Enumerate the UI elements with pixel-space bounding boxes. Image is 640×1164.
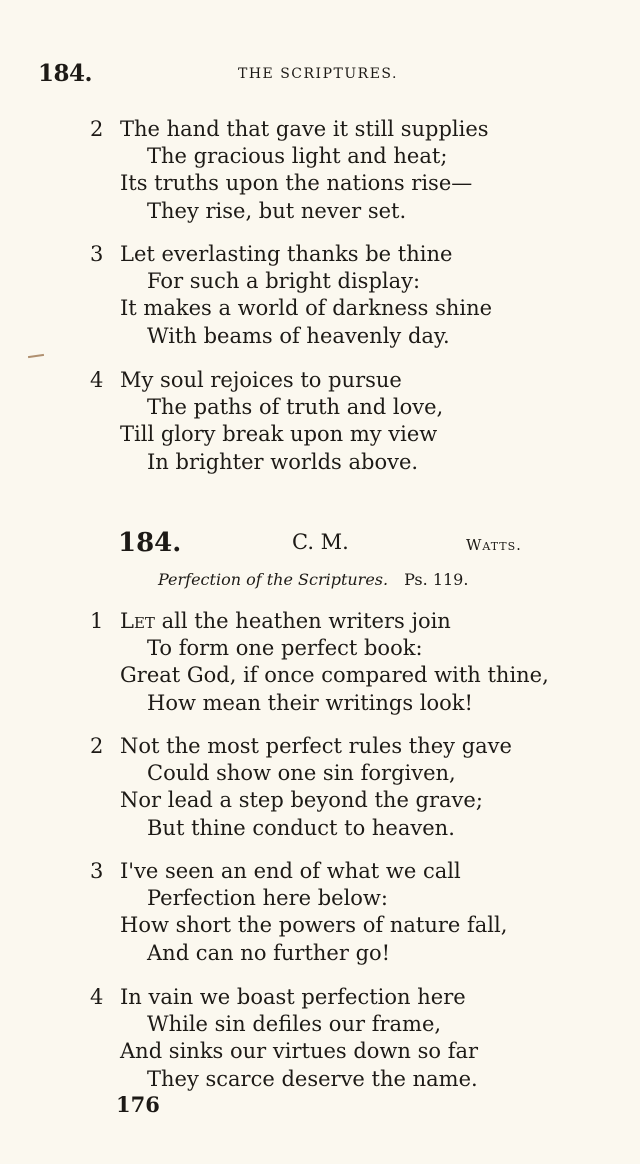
verse-line: Nor lead a step beyond the grave; [120,788,483,813]
continued-verse-4 [90,367,610,476]
verse-line: My soul rejoices to pursue [120,368,402,392]
hymn-number: 184. [118,528,182,558]
verse-line: I've seen an end of what we call [120,859,461,883]
verse-line: It makes a world of darkness shine [120,296,493,321]
footer-page-number: 176 [116,1092,160,1117]
verse-line: Not the most perfect rules they gave [120,734,512,758]
continued-verse-2 [90,116,610,225]
verse-line: How short the powers of nature fall, [120,913,508,938]
verse-line: Perfection here below: [147,886,388,911]
running-title: THE SCRIPTURES. [238,66,398,82]
verse-number: 2 [90,117,104,141]
verse-line: While sin defiles our frame, [147,1012,442,1037]
verse-line: For such a bright display: [147,269,421,294]
verse-line: And can no further go! [147,940,391,965]
hymn-subtitle-text: Perfection of the Scriptures. [158,570,389,589]
verse-line: They scarce deserve the name. [147,1066,478,1091]
verse-number: 2 [90,734,104,758]
verse-line: Its truths upon the nations rise— [120,171,473,196]
verse-line: all the heathen writers join [161,609,451,633]
hymn-verse-3 [90,858,610,967]
verse-number: 3 [90,242,104,266]
verse-line: In brighter worlds above. [147,449,419,474]
verse-line: Great God, if once compared with thine, [120,663,549,688]
verse-line: The gracious light and heat; [147,144,448,169]
verse-number: 4 [90,985,104,1009]
margin-mark [28,354,44,358]
hymn-meter: C. M. [292,530,349,554]
verse-line: The paths of truth and love, [147,395,444,420]
verse-line: They rise, but never set. [147,198,407,223]
hymn-verse-1 [90,608,610,717]
verse-number: 3 [90,859,104,883]
verse-line: In vain we boast perfection here [120,985,466,1009]
verse-number: 4 [90,368,104,392]
scripture-reference: Ps. 119. [404,570,469,589]
hymn-verse-2 [90,733,610,842]
verse-line: To form one perfect book: [147,636,423,661]
verse-line: Let everlasting thanks be thine [120,242,453,266]
hymn-author: Watts. [466,536,522,554]
hymn-verse-4 [90,984,610,1093]
verse-line: With beams of heavenly day. [147,323,450,348]
hymn-subtitle [158,570,468,589]
hymn-heading [118,528,548,562]
page-header [38,60,618,92]
verse-line: And sinks our virtues down so far [120,1039,479,1064]
verse-line: The hand that gave it still supplies [120,117,489,141]
verse-line: Till glory break upon my view [120,422,438,447]
verse-first-word: Let [120,609,155,633]
header-page-number: 184. [38,60,93,87]
verse-number: 1 [90,609,104,633]
verse-line: But thine conduct to heaven. [147,815,455,840]
continued-verse-3 [90,241,610,350]
verse-line: Could show one sin forgiven, [147,761,456,786]
verse-line: How mean their writings look! [147,690,473,715]
